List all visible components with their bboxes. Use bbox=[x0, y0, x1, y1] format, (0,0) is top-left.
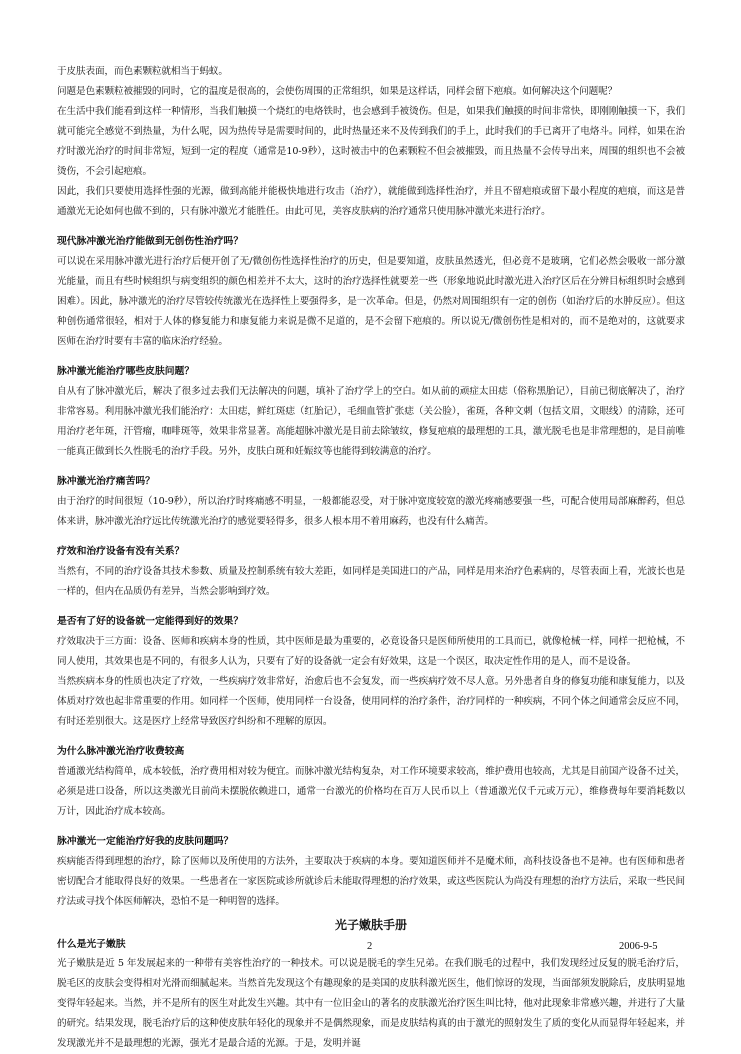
section-heading: 是否有了好的设备就一定能得到好的效果？ bbox=[57, 616, 244, 627]
section-heading: 脉冲激光一定能治疗好我的皮肤问题吗？ bbox=[57, 836, 234, 847]
section-heading: 脉冲激光治疗痛苦吗？ bbox=[57, 476, 155, 487]
body-paragraph: 由于治疗的时间很短（10-9秒），所以治疗时疼痛感不明显，一般都能忍受，对于脉冲宽度较宽的激光疼痛感要强一些，可配合使用局部麻醉药，但总体来讲，脉冲激光治疗远比传统激光治疗的感觉要轻得多，很多人根本用不着用麻药，也没有什么痛苦。 bbox=[57, 496, 685, 527]
page-date: 2006-9-5 bbox=[619, 941, 658, 952]
body-paragraph: 光子嫩肤是近 5 年发展起来的一种带有美容性治疗的一种技术。可以说是脱毛的孪生兄弟。在我们脱毛的过程中，我们发现经过反复的脱毛治疗后，脱毛区的皮肤会变得相对光滑而细腻起来。当然首先发现这个有趣现象的是美国的皮肤科激光医生，他们惊讶的发现，当面部须发脱除后，皮肤明显地变得年轻起来。当然，并不是所有的医生对此发生兴趣。其中有一位旧金山的著名的皮肤激光治疗医生叫比特，他对此现象非常感兴趣，并进行了大量的研究。结果发现，脱毛治疗后的这种使皮肤年轻化的现象并不是偶然现象，而是皮肤结构真的由于激光的照射发生了质的变化从而显得年轻起来，并发现激光并不是最理想的光源，强光才是最合适的光源。于是，发明并诞 bbox=[57, 958, 685, 1049]
section-pain bbox=[57, 472, 685, 532]
document-body bbox=[57, 62, 685, 1054]
section-heading: 什么是光子嫩肤 bbox=[57, 939, 126, 950]
body-paragraph: 普通激光结构简单，成本较低，治疗费用相对较为便宜。而脉冲激光结构复杂，对工作环境要求较高，维护费用也较高，尤其是目前国产设备不过关，必须是进口设备，所以这类激光目前尚未摆脱依赖进口，通常一台激光的价格均在百万人民币以上（普通激光仅千元或万元），维修费每年要消耗数以万计，因此治疗成本较高。 bbox=[57, 766, 685, 817]
section-treatable-problems bbox=[57, 362, 685, 462]
section-heading: 为什么脉冲激光治疗收费较高 bbox=[57, 746, 185, 757]
intro-block bbox=[57, 62, 685, 222]
page-number: 2 bbox=[367, 941, 373, 952]
body-paragraph: 于皮肤表面，而色素颗粒就相当于蚂蚁。 bbox=[57, 66, 228, 77]
page-footer bbox=[0, 941, 741, 955]
section-guarantee bbox=[57, 832, 685, 912]
body-paragraph: 在生活中我们能看到这样一种情形，当我们触摸一个烧红的电烙铁时，也会感到手被烫伤。但是，如果我们触摸的时间非常快，即刚刚触摸一下，我们就可能完全感觉不到热量，为什么呢，因为热传导是需要时间的，此时热量还来不及传到我们的手上，此时我们的手已离开了电烙斗。同样，如果在治疗时激光治疗的时间非常短，短到一定的程度（通常是10-9秒），这时被击中的色素颗粒不但会被摧毁，而且热量不会传导出来，周围的组织也不会被烫伤，不会引起疤痕。 bbox=[57, 106, 685, 177]
body-paragraph: 当然疾病本身的性质也决定了疗效，一些疾病疗效非常好，治愈后也不会复发，而一些疾病疗效不尽人意。另外患者自身的修复功能和康复能力，以及体质对疗效也起非常重要的作用。如同样一个医师，使用同样一台设备，使用同样的治疗条件，治疗同样的一种疾病，不同个体之间通常会反应不同，有时还差别很大。这是医疗上经常导致医疗纠纷和不理解的原因。 bbox=[57, 676, 685, 727]
body-paragraph: 可以说在采用脉冲激光进行治疗后便开创了无/微创伤性选择性治疗的历史，但是要知道，皮肤虽然透光，但必竟不是玻璃，它们必然会吸收一部分激光能量，而且有些时候组织与病变组织的颜色相差并不太大，这时的治疗选择性就要差一些（形象地说此时激光进入治疗区后在分辨目标组织时会感到困难）。因此，脉冲激光的治疗尽管较传统激光在选择性上要强得多，是一次革命。但是，仍然对周围组织有一定的创伤（如治疗后的水肿反应）。但这种创伤通常很轻，相对于人体的修复能力和康复能力来说是微不足道的，是不会留下疤痕的。所以说无/微创伤性是相对的，而不是绝对的，这就要求医师在治疗时要有丰富的临床治疗经验。 bbox=[57, 256, 685, 347]
body-paragraph: 问题是色素颗粒被摧毁的同时，它的温度是很高的，会使伤周围的正常组织，如果是这样话，同样会留下疤痕。如何解决这个问题呢？ bbox=[57, 86, 618, 97]
section-noninvasive bbox=[57, 232, 685, 352]
section-heading: 疗效和治疗设备有没有关系？ bbox=[57, 546, 185, 557]
body-paragraph: 疗效取决于三方面：设备、医师和疾病本身的性质，其中医师是最为重要的，必竟设备只是医师所使用的工具而已，就像枪械一样，同样一把枪械，不同人使用，其效果也是不同的，有很多人认为，只要有了好的设备就一定会有好效果，这是一个误区，取决定性作用的是人，而不是设备。 bbox=[57, 636, 685, 667]
chapter-title: 光子嫩肤手册 bbox=[334, 918, 407, 932]
section-good-equipment bbox=[57, 612, 685, 732]
section-cost bbox=[57, 742, 685, 822]
section-heading: 现代脉冲激光治疗能做到无创伤性治疗吗？ bbox=[57, 236, 244, 247]
body-paragraph: 疾病能否得到理想的治疗，除了医师以及所使用的方法外，主要取决于疾病的本身。要知道医师并不是魔术师，高科技设备也不是神。也有医师和患者密切配合才能取得良好的效果。一些患者在一家医院或诊所就诊后未能取得理想的治疗效果，或这些医院认为尚没有理想的治疗方法后，采取一些民间疗法或寻找个体医师解决，恐怕不是一种明智的选择。 bbox=[57, 856, 685, 907]
body-paragraph: 因此，我们只要使用选择性强的光源，做到高能并能极快地进行攻击（治疗），就能做到选择性治疗，并且不留疤痕或留下最小程度的疤痕，而这是普通激光无论如何也做不到的，只有脉冲激光才能胜任。由此可见，美容皮肤病的治疗通常只使用脉冲激光来进行治疗。 bbox=[57, 186, 685, 217]
section-equipment bbox=[57, 542, 685, 602]
body-paragraph: 自从有了脉冲激光后，解决了很多过去我们无法解决的问题，填补了治疗学上的空白。如从前的顽症太田痣（俗称黑胎记），目前已彻底解决了，治疗非常容易。利用脉冲激光我们能治疗：太田痣，鲜红斑痣（红胎记），毛细血管扩张痣（关公脸），雀斑，各种文刺（包括文眉，文眼线）的清除，还可用治疗老年斑，汗管瘤，咖啡斑等，效果非常显著。高能超脉冲激光是目前去除皱纹，修复疤痕的最理想的工具，激光脱毛也是非常理想的，是目前唯一能真正做到长久性脱毛的治疗手段。另外，皮肤白斑和妊娠纹等也能得到较满意的治疗。 bbox=[57, 386, 685, 457]
body-paragraph: 当然有，不同的治疗设备其技术参数、质量及控制系统有较大差距，如同样是美国进口的产品，同样是用来治疗色素病的，尽管表面上看，光波长也是一样的，但内在品质仍有差异，当然会影响到疗效。 bbox=[57, 566, 685, 597]
section-heading: 脉冲激光能治疗哪些皮肤问题？ bbox=[57, 366, 195, 377]
